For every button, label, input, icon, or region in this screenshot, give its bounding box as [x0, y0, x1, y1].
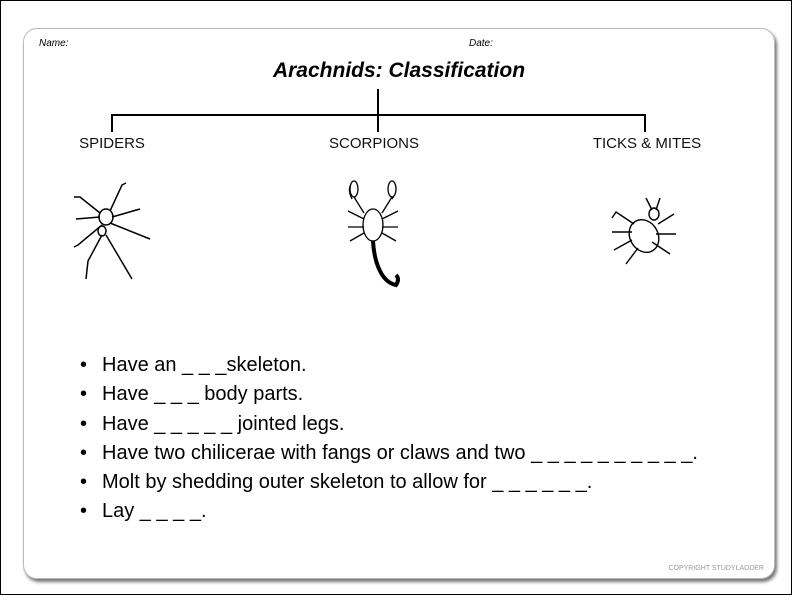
fact-item: • Have _ _ _ body parts. [80, 380, 698, 409]
copyright-text: COPYRIGHT STUDYLADDER [668, 565, 764, 572]
date-label: Date: [469, 38, 493, 49]
fact-item: • Molt by shedding outer skeleton to allow for _ _ _ _ _ _. [80, 468, 698, 497]
spider-drawing [70, 179, 155, 284]
category-scorpions: SCORPIONS [328, 135, 420, 152]
fact-item: • Have _ _ _ _ _ jointed legs. [80, 410, 698, 439]
page-title: Arachnids: Classification [272, 59, 526, 82]
facts-list [80, 351, 698, 527]
category-spiders: SPIDERS [79, 135, 145, 152]
fact-item: • Lay _ _ _ _. [80, 497, 698, 526]
fact-item: • Have two chilicerae with fangs or claws and two _ _ _ _ _ _ _ _ _ _. [80, 439, 698, 468]
name-label: Name: [39, 38, 69, 49]
tick-drawing [608, 194, 683, 269]
scorpion-drawing [342, 179, 407, 294]
category-ticks-mites: TICKS & MITES [592, 135, 702, 152]
classification-tree-lines [24, 29, 774, 139]
worksheet [23, 28, 775, 579]
fact-item: • Have an _ _ _skeleton. [80, 351, 698, 380]
